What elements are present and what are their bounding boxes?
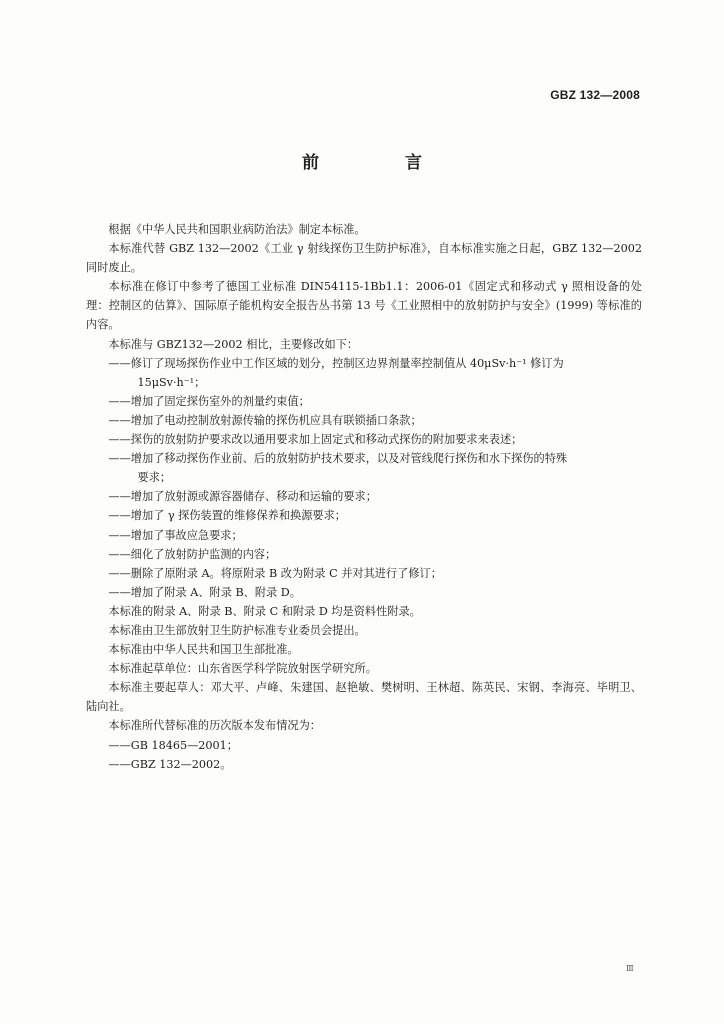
change-item: [86, 392, 642, 411]
document-body: [86, 220, 642, 774]
change-item-text: ——增加了事故应急要求；: [108, 528, 243, 542]
page-title: 前 言: [302, 153, 462, 173]
page-number: Ⅲ: [626, 964, 634, 973]
change-item-text: ——增加了附录 A、附录 B、附录 D。: [108, 585, 301, 599]
paragraph: 本标准所代替标准的历次版本发布情况为：: [108, 719, 321, 733]
paragraph: 本标准在修订中参考了德国工业标准 DIN54115-1Bb1.1：2006-01《固定式和移动式 γ 照相设备的处理：控制区的估算》、国际原子能机构安全报告丛书第 13 号《工业照相中的放射防护与安全》(1999) 等标准的内容。: [86, 280, 642, 332]
change-item-text: ——增加了固定探伤室外的剂量约束值；: [108, 394, 310, 408]
change-item: [86, 411, 642, 430]
paragraph: 本标准主要起草人：邓大平、卢峰、朱建国、赵艳敏、樊树明、王林超、陈英民、宋钢、李海亮、毕明卫、陆向社。: [86, 681, 642, 714]
change-item-text: ——增加了移动探伤作业前、后的放射防护技术要求，以及对管线爬行探伤和水下探伤的特殊: [108, 452, 568, 466]
paragraph: 本标准与 GBZ132—2002 相比，主要修改如下：: [108, 337, 359, 351]
change-item-text: ——增加了电动控制放射源传输的探伤机应具有联锁插口条款；: [108, 413, 422, 427]
change-item: [86, 506, 642, 525]
change-item: [86, 430, 642, 449]
paragraph: 根据《中华人民共和国职业病防治法》制定本标准。: [108, 223, 366, 236]
change-item-text: ——探伤的放射防护要求改以通用要求加上固定式和移动式探伤的附加要求来表述；: [108, 433, 523, 447]
paragraph: 本标准代替 GBZ 132—2002《工业 γ 射线探伤卫生防护标准》，自本标准实施之日起，GBZ 132—2002 同时废止。: [86, 242, 642, 275]
paragraph: 本标准的附录 A、附录 B、附录 C 和附录 D 均是资料性附录。: [108, 604, 421, 618]
change-item-text: ——修订了现场探伤作业中工作区域的划分，控制区边界剂量率控制值从 40μSv·h⁻¹ 修订为: [108, 356, 564, 370]
change-item-continuation: 要求；: [137, 471, 172, 485]
standard-code: GBZ 132—2008: [550, 88, 640, 102]
history-item: ——GBZ 132—2002。: [108, 757, 232, 771]
change-item-text: ——增加了放射源或源容器储存、移动和运输的要求；: [108, 490, 377, 504]
change-item: [86, 354, 642, 392]
change-item-text: ——增加了 γ 探伤装置的维修保养和换源要求；: [108, 509, 346, 523]
change-item: [86, 526, 642, 545]
change-item: [86, 564, 642, 583]
change-item: [86, 487, 642, 506]
paragraph: 本标准由中华人民共和国卫生部批准。: [108, 643, 299, 657]
change-item-text: ——删除了原附录 A。将原附录 B 改为附录 C 并对其进行了修订；: [108, 566, 442, 580]
history-item: ——GB 18465—2001；: [108, 738, 238, 752]
change-item: [86, 545, 642, 564]
change-item: [86, 449, 642, 487]
change-item-continuation: 15μSv·h⁻¹；: [137, 375, 206, 389]
paragraph: 本标准由卫生部放射卫生防护标准专业委员会提出。: [108, 623, 366, 637]
paragraph: 本标准起草单位：山东省医学科学院放射医学研究所。: [108, 662, 377, 676]
change-item: [86, 583, 642, 602]
change-item-text: ——细化了放射防护监测的内容；: [108, 547, 277, 561]
